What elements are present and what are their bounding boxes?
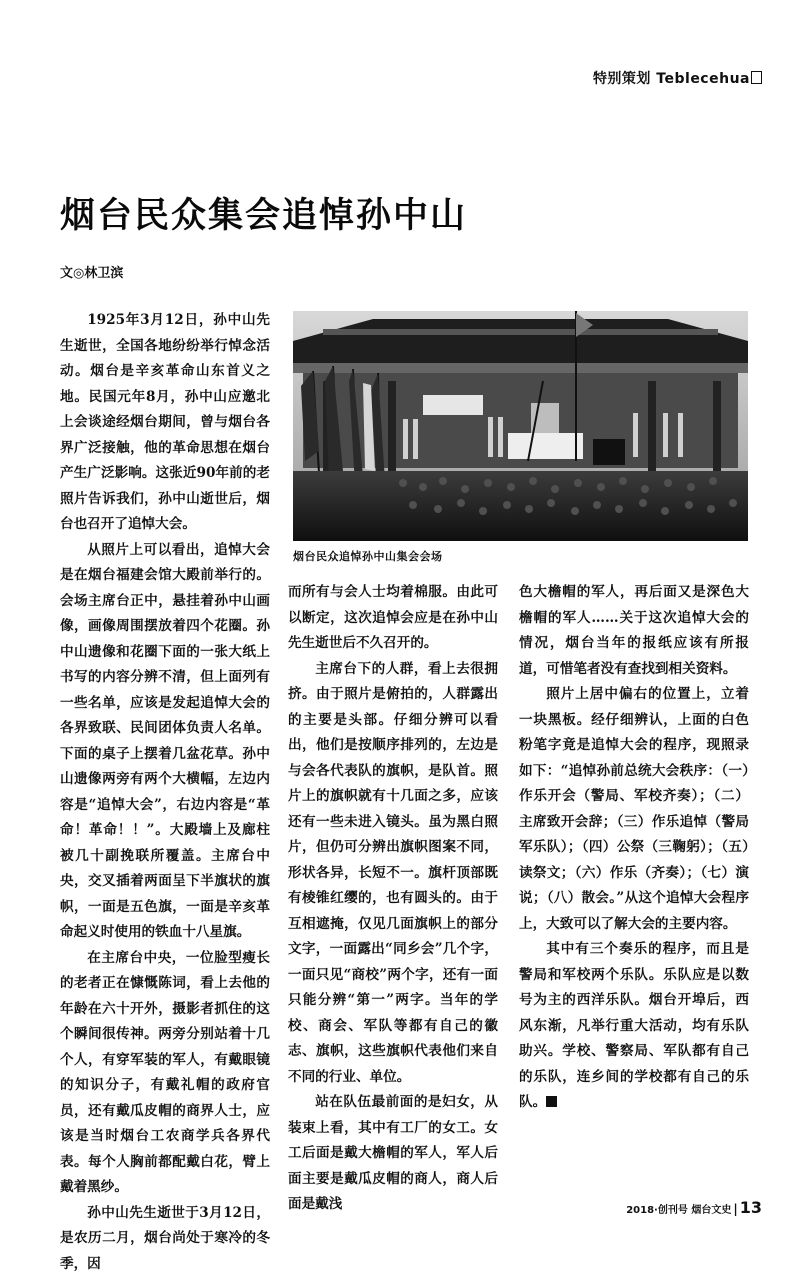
column-3	[519, 580, 749, 1116]
paragraph: 照片上居中偏右的位置上，立着一块黑板。经仔细辨认，上面的白色粉笔字竟是追悼大会的程序，现照录如下：“追悼孙前总统大会秩序：（一）作乐开会（警局、军校齐奏）；（二）主席致开会辞；（三）作乐追悼（警局军乐队）；（四）公祭（三鞠躬）；（五）读祭文；（六）作乐（齐奏）；（七）演说；（八）散会。”从这个追悼大会程序上，大致可以了解大会的主要内容。	[519, 682, 749, 937]
paragraph: 1925年3月12日，孙中山先生逝世，全国各地纷纷举行悼念活动。烟台是辛亥革命山东首义之地。民国元年8月，孙中山应邀北上会谈途经烟台期间，曾与烟台各界广泛接触，他的革命思想在烟台产生广泛影响。这张近90年前的老照片告诉我们，孙中山逝世后，烟台也召开了追悼大会。	[60, 308, 270, 538]
article-title: 烟台民众集会追悼孙中山	[60, 188, 467, 238]
section-label: 特别策划 Teblecehua	[593, 71, 750, 87]
square-box-icon	[751, 71, 762, 84]
paragraph-text: 其中有三个奏乐的程序，而且是警局和军校两个乐队。乐队应是以数号为主的西洋乐队。烟台开埠后，西风东渐，凡举行重大活动，均有乐队助兴。学校、警察局、军队都有自己的乐队，连乡间的学校都有自己的乐队。	[519, 941, 749, 1110]
paragraph: 站在队伍最前面的是妇女，从装束上看，其中有工厂的女工。女工后面是戴大檐帽的军人，军人后面主要是戴瓜皮帽的商人，商人后面是戴浅	[288, 1090, 498, 1218]
issue-label: 2018·创刊号 烟台文史	[626, 1205, 731, 1216]
page-number: 13	[740, 1198, 762, 1217]
paragraph: 孙中山先生逝世于3月12日，是农历二月，烟台尚处于寒冷的冬季，因	[60, 1201, 270, 1277]
column-1	[60, 308, 270, 1277]
end-mark-icon	[546, 1096, 557, 1107]
article-byline: 文◎林卫滨	[60, 262, 123, 281]
paragraph	[519, 937, 749, 1116]
photo-caption: 烟台民众追悼孙中山集会会场	[293, 548, 443, 564]
paragraph: 主席台下的人群，看上去很拥挤。由于照片是俯拍的，人群露出的主要是头部。仔细分辨可以看出，他们是按顺序排列的，左边是与会各代表队的旗帜，是队首。照片上的旗帜就有十几面之多，应该还有一些未进入镜头。虽为黑白照片，但仍可分辨出旗帜图案不同，形状各异，长短不一。旗杆顶部既有棱锥红缨的，也有圆头的。由于互相遮掩，仅见几面旗帜上的部分文字，一面露出“同乡会”几个字，一面只见“商校”两个字，还有一面只能分辨“第一”两字。当年的学校、商会、军队等都有自己的徽志、旗帜，这些旗帜代表他们来自不同的行业、单位。	[288, 657, 498, 1091]
separator-icon: |	[733, 1202, 737, 1216]
section-header	[593, 68, 762, 88]
memorial-photo	[293, 311, 748, 541]
column-2	[288, 580, 498, 1218]
paragraph: 在主席台中央，一位脸型瘦长的老者正在慷慨陈词，看上去他的年龄在六十开外，摄影者抓住的这个瞬间很传神。两旁分别站着十几个人，有穿军装的军人，有戴眼镜的知识分子，有戴礼帽的政府官员，还有戴瓜皮帽的商界人士，应该是当时烟台工农商学兵各界代表。每个人胸前都配戴白花，臂上戴着黑纱。	[60, 946, 270, 1201]
paragraph: 而所有与会人士均着棉服。由此可以断定，这次追悼会应是在孙中山先生逝世后不久召开的。	[288, 580, 498, 657]
paragraph: 色大檐帽的军人，再后面又是深色大檐帽的军人……关于这次追悼大会的情况，烟台当年的报纸应该有所报道，可惜笔者没有查找到相关资料。	[519, 580, 749, 682]
page-footer	[626, 1198, 762, 1217]
paragraph: 从照片上可以看出，追悼大会是在烟台福建会馆大殿前举行的。会场主席台正中，悬挂着孙中山画像，画像周围摆放着四个花圈。孙中山遗像和花圈下面的一张大纸上书写的内容分辨不清，但上面列有一些名单，应该是发起追悼大会的各界致联、民间团体负责人名单。下面的桌子上摆着几盆花草。孙中山遗像两旁有两个大横幅，左边内容是“追悼大会”，右边内容是“革命！革命！！”。大殿墙上及廊柱被几十副挽联所覆盖。主席台中央，交叉插着两面呈下半旗状的旗帜，一面是五色旗，一面是辛亥革命起义时使用的铁血十八星旗。	[60, 538, 270, 946]
